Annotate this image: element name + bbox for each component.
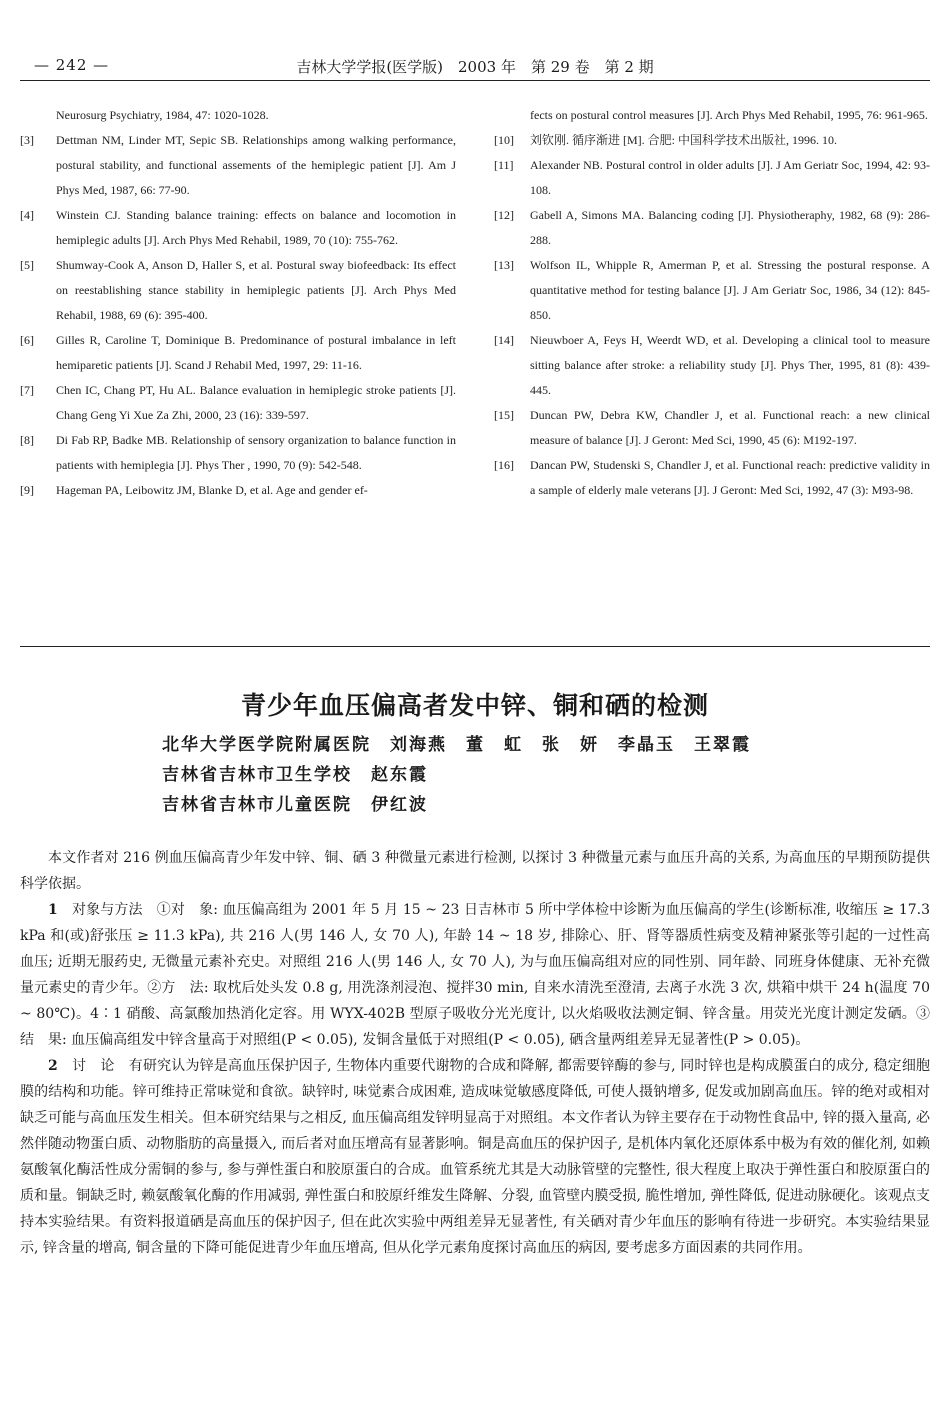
section-number: 2 — [48, 1058, 58, 1074]
affiliation-line: 北华大学医学院附属医院 刘海燕 董 虹 张 妍 李晶玉 王翠霞 — [162, 735, 751, 755]
reference-item: [8] Di Fab RP, Badke MB. Relationship of sensory organization to balance function in patients with hemiplegia [J]. Phys Ther , 1990, 70 (9): 542-548. — [20, 433, 456, 472]
reference-item: [5] Shumway-Cook A, Anson D, Haller S, et al. Postural sway biofeedback: Its effect on reestablishing stance stability in hemiplegic patients [J]. Arch Phys Med Rehabil, 1988, 69 (6): 395-400. — [20, 258, 456, 322]
reference-item: [11] Alexander NB. Postural control in older adults [J]. J Am Geriatr Soc, 1994, 42: 93-108. — [494, 158, 930, 197]
affiliation-line: 吉林省吉林市儿童医院 伊红波 — [162, 795, 428, 815]
reference-item: [10] 刘钦刚. 循序渐进 [M]. 合肥: 中国科学技术出版社, 1996. 10. — [494, 133, 837, 147]
reference-item: [6] Gilles R, Caroline T, Dominique B. Predominance of postural imbalance in left hemiparetic patients [J]. Scand J Rehabil Med, 1997, 29: 11-16. — [20, 333, 456, 372]
section-methods: 1 对象与方法 ①对 象: 血压偏高组为 2001 年 5 月 15 ~ 23 日吉林市 5 所中学体检中诊断为血压偏高的学生(诊断标准, 收缩压 ≥ 17.3 kPa 和(或)舒张压 ≥ 11.3 kPa), 共 216 人(男 146 人, 女 70 人), 年龄 14 ~ 18 岁, 排除心、肝、肾等器质性病变及精神紧张等引起的一过性高血压; 近期无服药史, 无微量元素补充史。对照组 216 人(男 146 人, 女 70 人), 为与血压偏高组对应的同性别、同年龄、同班身体健康、无补充微量元素史的青少年。②方 法: 取枕后处头发 0.8 g, 用洗涤剂浸泡、搅拌30 min, 自来水清洗至澄清, 去离子水洗 3 次, 烘箱中烘干 24 h(温度 70 ~ 80℃)。4∶1 硝酸、高氯酸加热消化定容。用 WYX-402B 型原子吸收分光光度计, 以火焰吸收法测定铜、锌含量。用荧光光度计测定发硒。③结 果: 血压偏高组发中锌含量高于对照组(P < 0.05), 发铜含量低于对照组(P < 0.05), 硒含量两组差异无显著性(P > 0.05)。 — [20, 902, 930, 1048]
reference-item: [13] Wolfson IL, Whipple R, Amerman P, et al. Stressing the postural response. A quantitative method for testing balance [J]. J Am Geriatr Soc, 1986, 34 (12): 845-850. — [494, 258, 930, 322]
reference-item: [3] Dettman NM, Linder MT, Sepic SB. Relationships among walking performance, postural stability, and functional assements of the hemiplegic patient [J]. Am J Phys Med, 1987, 66: 77-90. — [20, 133, 456, 197]
reference-item: [7] Chen IC, Chang PT, Hu AL. Balance evaluation in hemiplegic stroke patients [J]. Chang Geng Yi Xue Za Zhi, 2000, 23 (16): 339-597. — [20, 383, 456, 422]
reference-item: [15] Duncan PW, Debra KW, Chandler J, et al. Functional reach: a new clinical measure of balance [J]. J Geront: Med Sci, 1990, 45 (6): M192-197. — [494, 408, 930, 447]
intro-paragraph: 本文作者对 216 例血压偏高青少年发中锌、铜、硒 3 种微量元素进行检测, 以探讨 3 种微量元素与血压升高的关系, 为高血压的早期预防提供科学依据。 — [20, 850, 930, 892]
affiliation-line: 吉林省吉林市卫生学校 赵东霞 — [162, 765, 428, 785]
running-header — [20, 52, 930, 81]
page-number: — 242 — — [34, 56, 110, 74]
reference-item: [16] Dancan PW, Studenski S, Chandler J, et al. Functional reach: predictive validity in a sample of elderly male veterans [J]. J Geront: Med Sci, 1992, 47 (3): M93-98. — [494, 458, 930, 497]
article-body — [20, 845, 930, 1261]
journal-line: 吉林大学学报(医学版) 2003 年 第 29 卷 第 2 期 — [296, 58, 654, 76]
section-discussion: 2 讨 论 有研究认为锌是高血压保护因子, 生物体内重要代谢物的合成和降解, 都需要锌酶的参与, 同时锌也是构成膜蛋白的成分, 稳定细胞膜的结构和功能。锌可维持正常味觉和食欲。缺锌时, 味觉素合成困难, 造成味觉敏感度降低, 可使人摄钠增多, 促发或加剧高血压。锌的绝对或相对缺乏可能与高血压发生相关。但本研究结果与之相反, 血压偏高组发锌明显高于对照组。本文作者认为锌主要存在于动物性食品中, 锌的摄入量高, 必然伴随动物蛋白质、动物脂肪的高量摄入, 而后者对血压增高有显著影响。铜是高血压的保护因子, 是机体内氧化还原体系中极为有效的催化剂, 如赖氨酸氧化酶活性成分需铜的参与, 参与弹性蛋白和胶原蛋白的合成。血管系统尤其是大动脉管壁的完整性, 很大程度上取决于弹性蛋白和胶原蛋白的质和量。铜缺乏时, 赖氨酸氧化酶的作用减弱, 弹性蛋白和胶原纤维发生降解、分裂, 血管壁内膜受损, 脆性增加, 弹性降低, 促进动脉硬化。该观点支持本实验结果。有资料报道硒是高血压的保护因子, 但在此次实验中两组差异无显著性, 有关硒对青少年血压的影响有待进一步研究。本实验结果显示, 锌含量的增高, 铜含量的下降可能促进青少年血压增高, 但从化学元素角度探讨高血压的病因, 要考虑多方面因素的共同作用。 — [20, 1058, 930, 1256]
reference-item: fects on postural control measures [J]. Arch Phys Med Rehabil, 1995, 76: 961-965. — [530, 108, 928, 122]
references-left-column — [20, 103, 456, 503]
section-divider — [20, 646, 930, 647]
section-number: 1 — [48, 902, 58, 918]
references-right-column — [494, 103, 930, 503]
reference-item: Neurosurg Psychiatry, 1984, 47: 1020-1028. — [56, 108, 269, 122]
reference-item: [12] Gabell A, Simons MA. Balancing coding [J]. Physiotheraphy, 1982, 68 (9): 286-288. — [494, 208, 930, 247]
reference-item: [9] Hageman PA, Leibowitz JM, Blanke D, et al. Age and gender ef- — [20, 483, 368, 497]
article-title: 青少年血压偏高者发中锌、铜和硒的检测 — [240, 691, 709, 720]
reference-item: [4] Winstein CJ. Standing balance training: effects on balance and locomotion in hemiplegic adults [J]. Arch Phys Med Rehabil, 1989, 70 (10): 755-762. — [20, 208, 456, 247]
reference-item: [14] Nieuwboer A, Feys H, Weerdt WD, et al. Developing a clinical tool to measure sitting balance after stroke: a reliability study [J]. Phys Ther, 1995, 81 (8): 439-445. — [494, 333, 930, 397]
